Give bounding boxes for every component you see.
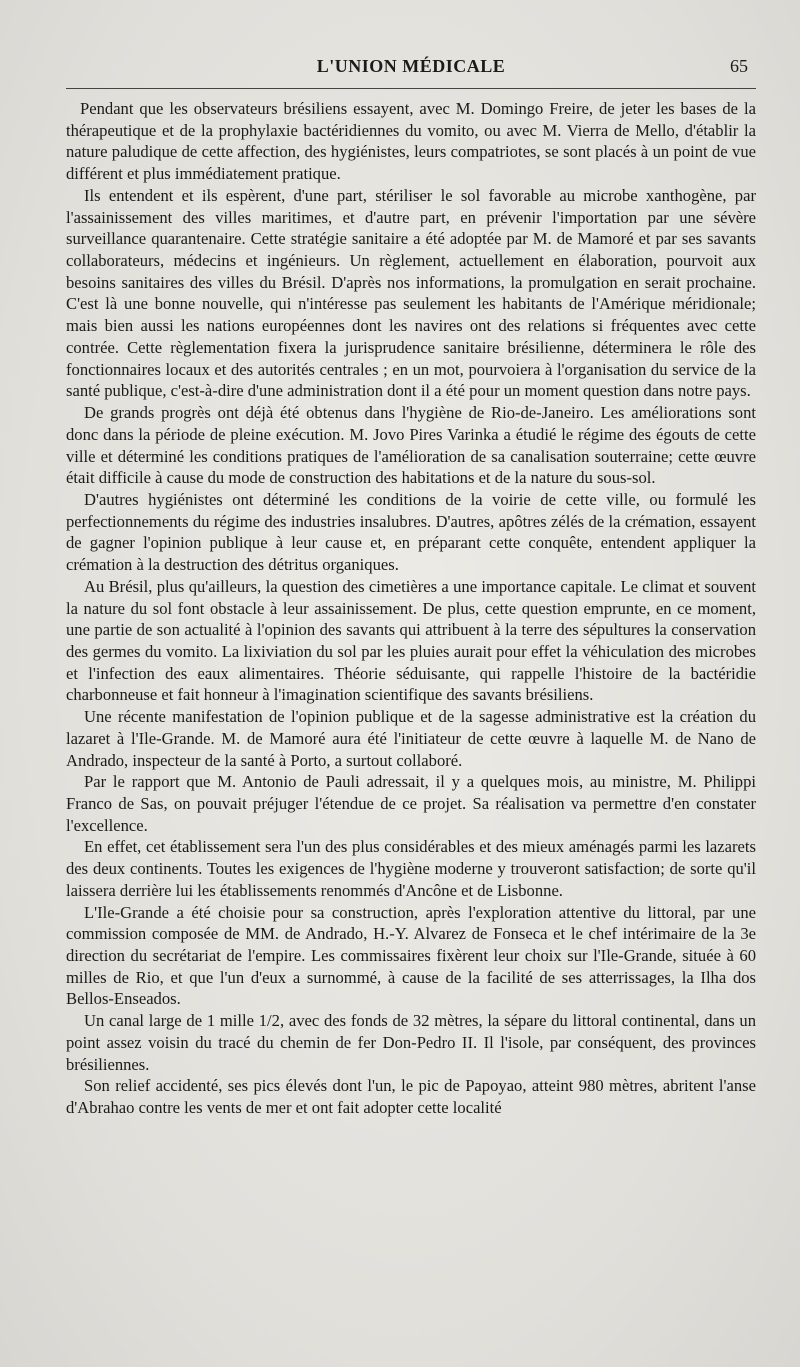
paragraph-2: Ils entendent et ils espèrent, d'une part, stériliser le sol favorable au microbe xanthogène, par l'assainissement des villes maritimes, et d'autre part, en prévenir l'importation par une sévère surveillance quarantenaire. Cette stratégie sanitaire a été adoptée par M. de Mamoré et par ses savants collaborateurs, médecins et ingénieurs. Un règlement, actuellement en élaboration, pourvoit aux besoins sanitaires des villes du Brésil. D'après nos informations, la promulgation en serait prochaine. C'est là une bonne nouvelle, qui n'intéresse pas seulement les habitants de l'Amérique méridionale; mais bien aussi les nations européennes dont les navires ont des relations si fréquentes avec cette contrée. Cette règlementation fixera la jurisprudence sanitaire brésilienne, déterminera le rôle des fonctionnaires locaux et des autorités centrales ; en un mot, pourvoiera à l'organisation du service de la santé publique, c'est-à-dire d'une administration dont il a été pour un moment question dans notre pays. [66, 185, 756, 401]
paragraph-1: Pendant que les observateurs brésiliens essayent, avec M. Domingo Freire, de jeter les bases de la thérapeutique et de la prophylaxie bactéridiennes du vomito, ou avec M. Vierra de Mello, d'établir la nature paludique de cette affection, des hygiénistes, leurs compatriotes, se sont placés à un point de vue différent et plus immédiatement pratique. [66, 99, 756, 184]
running-title: L'UNION MÉDICALE [316, 56, 506, 76]
paragraph-9: L'Ile-Grande a été choisie pour sa construction, après l'exploration attentive du littoral, par une commission composée de MM. de Andrado, H.-Y. Alvarez de Fonseca et le chef intérimaire de la 3e direction du secrétariat de l'empire. Les commissaires fixèrent leur choix sur l'Ile-Grande, située à 60 milles de Rio, et que l'un d'eux a surnommé, à cause de la facilité de ses atterrissages, la Ilha dos Bellos-Enseados. [66, 902, 756, 1009]
paragraph-6: Une récente manifestation de l'opinion publique et de la sagesse administrative est la création du lazaret à l'Ile-Grande. M. de Mamoré aura été l'initiateur de cette œuvre à laquelle M. de Nano de Andrado, inspecteur de la santé à Porto, a surtout collaboré. [66, 707, 756, 770]
paragraph-3: De grands progrès ont déjà été obtenus dans l'hygiène de Rio-de-Janeiro. Les améliorations sont donc dans la période de pleine exécution. M. Jovo Pires Varinka a étudié le régime des égouts de cette ville et déterminé les conditions pratiques de l'amélioration de sa canalisation souterraine; cette œuvre était difficile à cause du mode de construction des habitations et de la nature du sous-sol. [66, 403, 756, 488]
paragraph-4: D'autres hygiénistes ont déterminé les conditions de la voirie de cette ville, ou formulé les perfectionnements du régime des industries insalubres. D'autres, apôtres zélés de la crémation, essayent de gagner l'opinion publique à leur cause et, en préparant cette conquête, entendent appliquer la crémation à la destruction des détritus organiques. [66, 489, 756, 575]
paragraph-8: En effet, cet établissement sera l'un des plus considérables et des mieux aménagés parmi les lazarets des deux continents. Toutes les exigences de l'hygiène moderne y trouveront satisfaction; de sorte qu'il laissera derrière lui les établissements renommés d'Ancône et de Lisbonne. [66, 837, 756, 900]
page-header [66, 56, 756, 86]
header-rule [66, 88, 756, 89]
paragraph-11: Son relief accidenté, ses pics élevés dont l'un, le pic de Papoyao, atteint 980 mètres, abritent l'anse d'Abrahao contre les vents de mer et ont fait adopter cette localité [66, 1076, 756, 1118]
page-number: 65 [730, 56, 748, 76]
paragraph-10: Un canal large de 1 mille 1/2, avec des fonds de 32 mètres, la sépare du littoral continental, dans un point assez voisin du tracé du chemin de fer Don-Pedro II. Il l'isole, par conséquent, des provinces brésiliennes. [66, 1011, 756, 1074]
article-body [66, 98, 756, 1119]
paragraph-7: Par le rapport que M. Antonio de Pauli adressait, il y a quelques mois, au ministre, M. Philippi Franco de Sas, on pouvait préjuger l'étendue de ce projet. Sa réalisation va permettre d'en constater l'excellence. [66, 772, 756, 835]
paragraph-5: Au Brésil, plus qu'ailleurs, la question des cimetières a une importance capitale. Le climat et souvent la nature du sol font obstacle à leur assainissement. De plus, cette question emprunte, en ce moment, une partie de son actualité à l'opinion des savants qui attribuent à la terre des sépultures la conservation des germes du vomito. La lixiviation du sol par les pluies aurait pour effet la véhiculation des microbes et l'infection des eaux alimentaires. Théorie séduisante, qui rappelle l'histoire de la bactéridie charbonneuse et fait honneur à l'imagination scientifique des savants brésiliens. [66, 576, 756, 705]
